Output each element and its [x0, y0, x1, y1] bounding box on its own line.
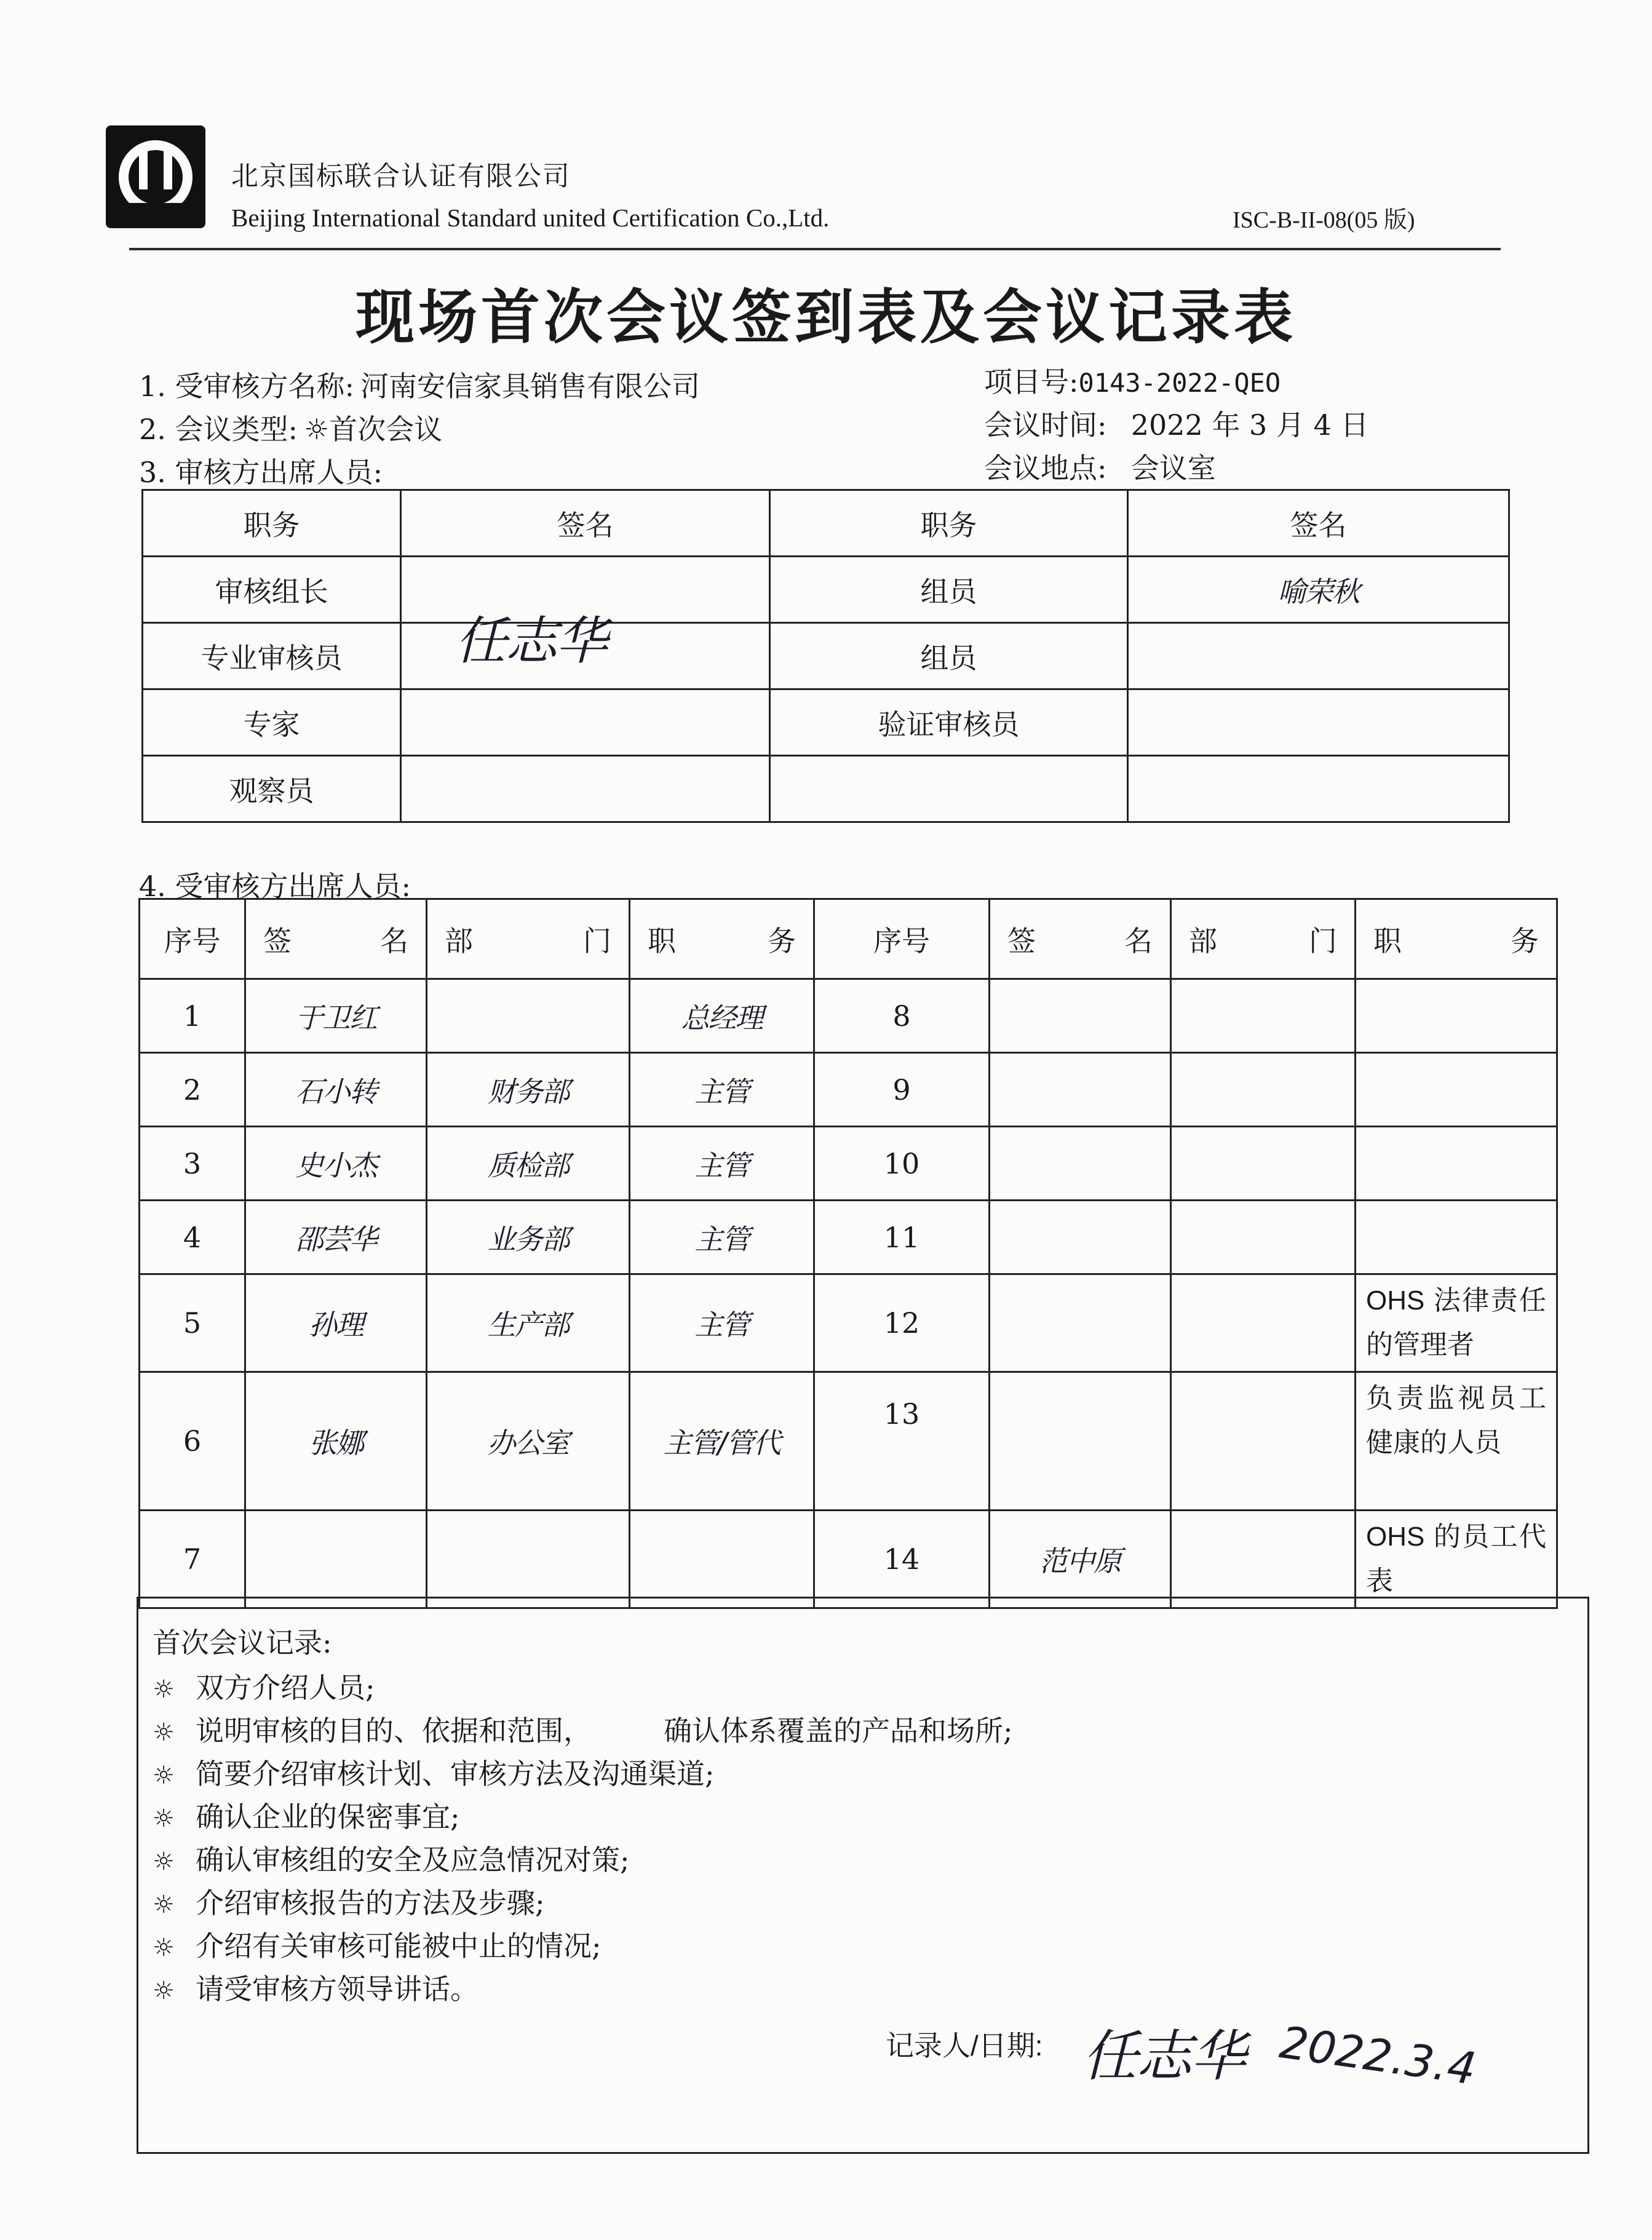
attendee-dept: 生产部	[427, 1274, 630, 1372]
meeting-place-line	[984, 446, 1216, 487]
attendee-signature	[990, 1127, 1171, 1201]
signature-cell	[401, 756, 770, 822]
table-row	[143, 689, 1509, 756]
table-row	[143, 756, 1509, 822]
attendee-post	[1356, 1053, 1557, 1127]
attendee-signature: 范中原	[990, 1511, 1171, 1608]
recorder-date: 2022.3.4	[1276, 2016, 1479, 2095]
attendee-post: 主管/管代	[630, 1372, 814, 1511]
company-logo	[103, 123, 208, 231]
bullet-icon: ☼	[153, 1675, 175, 1704]
role-cell: 观察员	[143, 756, 401, 822]
attendee-post: OHS 的员工代表	[1356, 1511, 1557, 1608]
attendee-dept	[427, 979, 630, 1053]
attendee-dept	[1171, 1201, 1356, 1274]
signature-cell	[1128, 623, 1509, 689]
signature-cell: 喻荣秋	[1128, 557, 1509, 623]
role-cell	[770, 756, 1128, 822]
header-dept: 部 门	[427, 899, 630, 979]
row-number: 2	[140, 1053, 245, 1127]
header-name: 签 名	[245, 899, 427, 979]
attendee-post: OHS 法律责任的管理者	[1356, 1274, 1557, 1372]
header-signature: 签名	[1128, 490, 1509, 557]
row-number: 11	[814, 1201, 990, 1274]
attendee-signature	[990, 1372, 1171, 1511]
row-number: 13	[814, 1372, 990, 1511]
attendee-post: 主管	[630, 1053, 814, 1127]
company-name-cn: 北京国标联合认证有限公司	[231, 161, 571, 192]
role-cell: 专家	[143, 689, 401, 756]
bullet-icon: ☼	[153, 1761, 175, 1790]
bullet-icon: ☼	[153, 1718, 175, 1747]
form-code: ISC-B-II-08(05 版)	[1233, 207, 1415, 233]
role-cell: 组员	[770, 557, 1128, 623]
row-number: 1	[140, 979, 245, 1053]
attendee-dept	[1171, 1127, 1356, 1201]
attendee-post: 主管	[630, 1201, 814, 1274]
role-cell: 审核组长	[143, 557, 401, 623]
attendee-post	[1356, 979, 1557, 1053]
row-number: 14	[814, 1511, 990, 1608]
meeting-time-line	[984, 403, 1368, 443]
header-no: 序号	[814, 899, 990, 979]
table-header-row	[140, 899, 1557, 979]
bullet-icon: ☼	[153, 1805, 175, 1833]
bullet-icon: ☼	[153, 1977, 175, 2005]
attendee-dept	[1171, 1053, 1356, 1127]
header-role: 职务	[143, 490, 401, 557]
note-item: ☼ 确认审核组的安全及应急情况对策;	[153, 1843, 630, 1877]
row-number: 9	[814, 1053, 990, 1127]
header-post: 职 务	[1356, 899, 1557, 979]
project-line	[984, 360, 1281, 400]
attendee-dept	[1171, 1372, 1356, 1511]
attendee-dept	[1171, 1511, 1356, 1608]
note-item: ☼ 简要介绍审核计划、审核方法及沟通渠道;	[153, 1757, 715, 1790]
meeting-type-line	[139, 407, 442, 448]
company-name-en: Beijing International Standard united Certification Co.,Ltd.	[231, 204, 830, 232]
attendee-signature: 史小杰	[245, 1127, 427, 1201]
auditee-attendee-table	[138, 898, 1558, 1609]
attendee-post	[1356, 1127, 1557, 1201]
recorder-signature: 任志华	[1082, 2024, 1245, 2089]
row-number: 12	[814, 1274, 990, 1372]
attendee-signature: 石小转	[245, 1053, 427, 1127]
attendee-post	[1356, 1201, 1557, 1274]
attendee-dept	[427, 1511, 630, 1608]
note-item: ☼ 介绍审核报告的方法及步骤;	[153, 1886, 545, 1920]
attendee-signature	[990, 979, 1171, 1053]
attendee-post	[630, 1511, 814, 1608]
attendee-post: 主管	[630, 1274, 814, 1372]
attendee-post: 总经理	[630, 979, 814, 1053]
auditee-attendees-label: 4. 受审核方出席人员:	[139, 870, 411, 903]
row-number: 7	[140, 1511, 245, 1608]
note-item: ☼ 请受审核方领导讲话。	[153, 1972, 479, 2006]
table-row	[140, 1511, 1557, 1608]
attendee-signature: 于卫红	[245, 979, 427, 1053]
meeting-type-value: ☼首次会议	[304, 413, 443, 446]
note-item: ☼ 双方介绍人员;	[153, 1671, 375, 1704]
audit-team-table	[141, 489, 1510, 823]
row-number: 4	[140, 1201, 245, 1274]
bullet-icon: ☼	[153, 1891, 175, 1919]
table-row	[140, 1127, 1557, 1201]
project-value: 0143-2022-QEO	[1078, 368, 1281, 398]
recorder-label: 记录人/日期:	[886, 2030, 1043, 2062]
signature-cell	[1128, 689, 1509, 756]
header-post: 职 务	[630, 899, 814, 979]
table-row	[140, 1372, 1557, 1511]
header-role: 职务	[770, 490, 1128, 557]
attendee-signature	[990, 1274, 1171, 1372]
notes-title: 首次会议记录:	[153, 1626, 332, 1659]
row-number: 3	[140, 1127, 245, 1201]
table-row	[140, 979, 1557, 1053]
attendee-signature	[245, 1511, 427, 1608]
auditee-value: 河南安信家具销售有限公司	[360, 370, 701, 403]
attendee-post: 主管	[630, 1127, 814, 1201]
attendee-dept: 业务部	[427, 1201, 630, 1274]
place-value: 会议室	[1130, 451, 1216, 485]
attendee-dept: 质检部	[427, 1127, 630, 1201]
bullet-icon: ☼	[153, 1848, 175, 1876]
table-row	[140, 1274, 1557, 1372]
table-row	[140, 1053, 1557, 1127]
signature-cell	[401, 689, 770, 756]
auditee-line	[139, 364, 700, 405]
attendee-signature: 孙理	[245, 1274, 427, 1372]
attendee-dept	[1171, 979, 1356, 1053]
note-item: ☼ 介绍有关审核可能被中止的情况;	[153, 1929, 602, 1963]
header-dept: 部 门	[1171, 899, 1356, 979]
header-name: 签 名	[990, 899, 1171, 979]
table-row	[140, 1201, 1557, 1274]
time-label: 会议时间:	[984, 408, 1107, 442]
note-item: ☼ 说明审核的目的、依据和范围， 确认体系覆盖的产品和场所;	[153, 1714, 1013, 1747]
table-row	[143, 557, 1509, 623]
role-cell: 专业审核员	[143, 623, 401, 689]
attendee-dept	[1171, 1274, 1356, 1372]
header-rule	[129, 248, 1501, 250]
attendee-signature	[990, 1201, 1171, 1274]
attendee-dept: 办公室	[427, 1372, 630, 1511]
auditee-label: 1. 受审核方名称:	[139, 370, 355, 403]
row-number: 10	[814, 1127, 990, 1201]
table-header-row	[143, 490, 1509, 557]
note-item: ☼ 确认企业的保密事宜;	[153, 1800, 460, 1833]
attendee-signature: 张娜	[245, 1372, 427, 1511]
team-leader-signature: 任志华	[455, 611, 607, 671]
table-row	[143, 623, 1509, 689]
audit-attendees-label: 3. 审核方出席人员:	[139, 456, 383, 489]
meeting-type-label: 2. 会议类型:	[139, 413, 298, 446]
row-number: 6	[140, 1372, 245, 1511]
header-signature: 签名	[401, 490, 770, 557]
attendee-post: 负责监视员工健康的人员	[1356, 1372, 1557, 1511]
bullet-icon: ☼	[153, 1934, 175, 1962]
attendee-dept: 财务部	[427, 1053, 630, 1127]
time-value: 2022 年 3 月 4 日	[1130, 408, 1369, 442]
signature-cell	[1128, 756, 1509, 822]
header-no: 序号	[140, 899, 245, 979]
place-label: 会议地点:	[984, 451, 1107, 485]
role-cell: 验证审核员	[770, 689, 1128, 756]
role-cell: 组员	[770, 623, 1128, 689]
attendee-signature	[990, 1053, 1171, 1127]
row-number: 5	[140, 1274, 245, 1372]
row-number: 8	[814, 979, 990, 1053]
project-label: 项目号:	[984, 365, 1079, 399]
attendee-signature: 邵芸华	[245, 1201, 427, 1274]
document-title: 现场首次会议签到表及会议记录表	[355, 282, 1297, 352]
